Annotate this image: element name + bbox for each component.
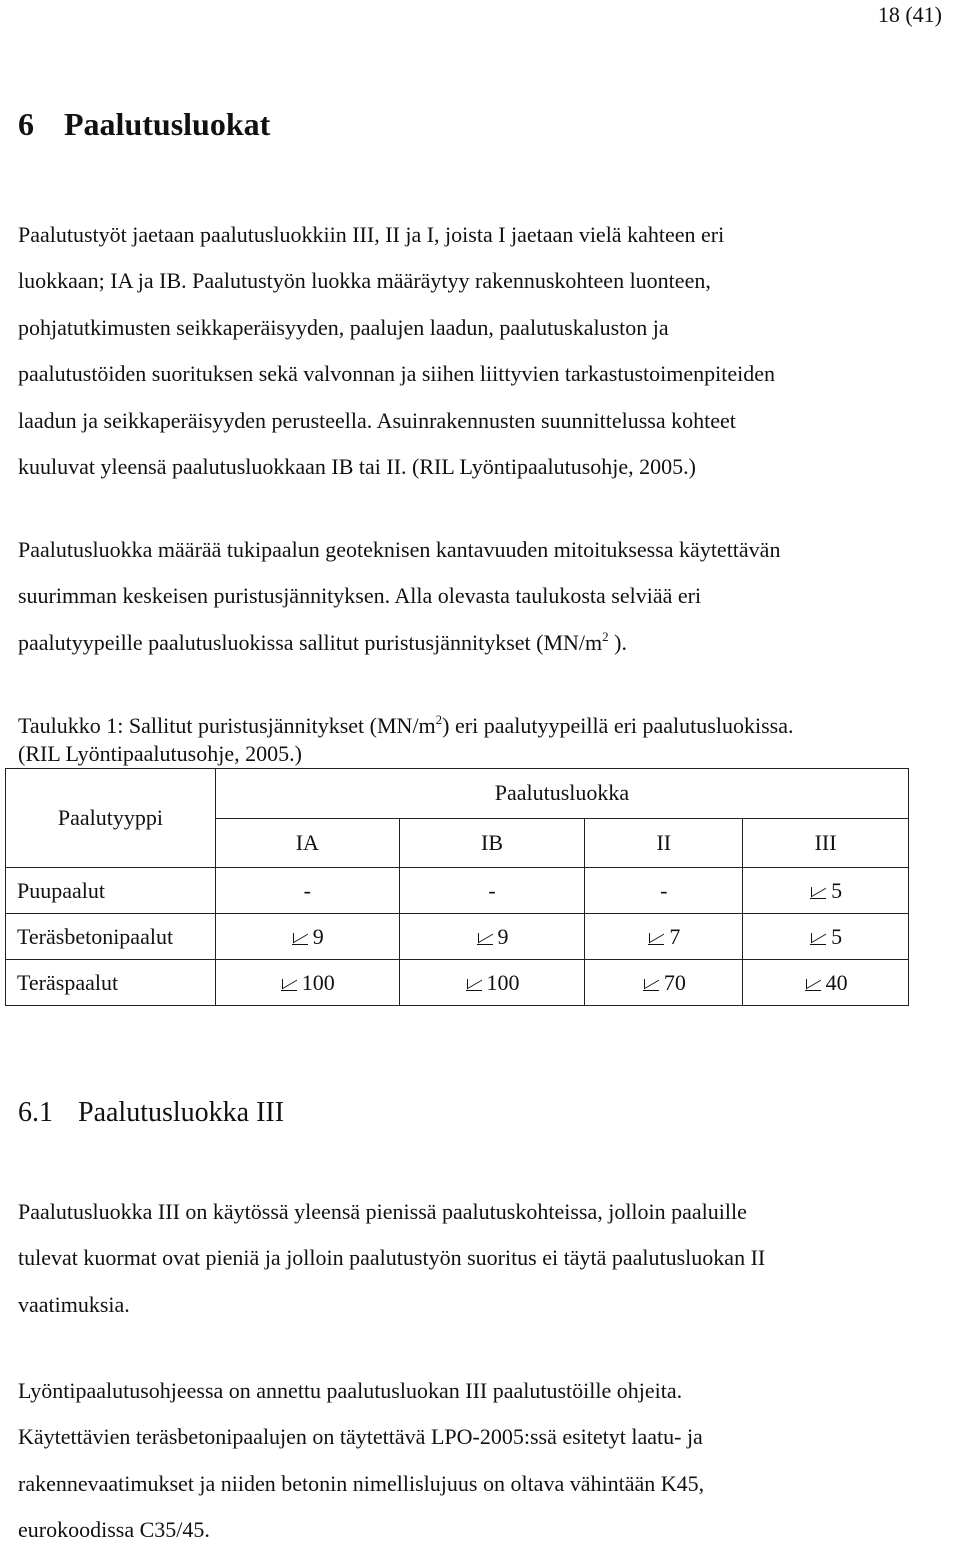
pile-type-cell: Teräsbetonipaalut — [6, 914, 216, 960]
class-iii-paragraph — [18, 1189, 948, 1328]
less-or-equal-icon — [476, 926, 494, 946]
subsection-number: 6.1 — [18, 1097, 53, 1128]
paragraph-line: Paalutusluokka III on käytössä yleensä pienissä paalutuskohteissa, jolloin paaluille — [18, 1199, 747, 1224]
less-or-equal-icon — [809, 880, 827, 900]
table-row — [6, 914, 909, 960]
stress-value-cell — [585, 868, 743, 914]
page-number: 18 (41) — [877, 2, 942, 27]
stress-value: - — [660, 877, 668, 903]
stress-value-cell — [743, 914, 909, 960]
superscript: 2 — [435, 712, 443, 727]
stress-value-cell — [399, 868, 585, 914]
stress-value-cell — [399, 914, 585, 960]
section-title: Paalutusluokat — [64, 106, 271, 142]
stress-value: 100 — [301, 969, 335, 995]
paragraph-line: Käytettävien teräsbetonipaalujen on täytettävä LPO-2005:ssä esitetyt laatu- ja — [18, 1424, 703, 1450]
group-header-cell: Paalutusluokka — [215, 769, 908, 819]
column-header-ib: IB — [399, 818, 585, 868]
stress-value-cell — [215, 960, 399, 1006]
subsection-heading — [18, 1097, 284, 1129]
less-or-equal-icon — [280, 972, 298, 992]
stress-value-cell — [215, 868, 399, 914]
paragraph-line: eurokoodissa C35/45. — [18, 1517, 210, 1543]
caption-text: Taulukko 1: Sallitut puristusjännitykset (MN/m — [18, 713, 436, 738]
stress-value: 9 — [312, 923, 324, 949]
stress-value: 5 — [831, 923, 843, 949]
caption-line — [18, 712, 793, 740]
stress-value-cell — [215, 914, 399, 960]
stress-value: 100 — [486, 969, 520, 995]
stress-value-cell — [399, 960, 585, 1006]
paragraph-line: paalutustöiden suorituksen sekä valvonnan ja siihen liittyvien tarkastustoimenpiteiden — [18, 361, 776, 387]
caption-text: ) eri paalutyypeillä eri paalutusluokissa. — [442, 713, 794, 738]
section-number: 6 — [18, 106, 34, 142]
stress-value: 40 — [825, 969, 848, 995]
paragraph-line: Paalutustyöt jaetaan paalutusluokkiin III, II ja I, joista I jaetaan vielä kahteen eri — [18, 222, 725, 247]
paragraph-line: pohjatutkimusten seikkaperäisyyden, paalujen laadun, paalutuskaluston ja — [18, 314, 669, 340]
class-paragraph — [18, 527, 948, 666]
paragraph-line: laadun ja seikkaperäisyyden perusteella. Asuinrakennusten suunnittelussa kohteet — [18, 407, 736, 433]
paragraph-line: luokkaan; IA ja IB. Paalutustyön luokka määräytyy rakennuskohteen luonteen, — [18, 268, 711, 294]
table-row — [6, 960, 909, 1006]
less-or-equal-icon — [804, 972, 822, 992]
guideline-paragraph — [18, 1368, 948, 1554]
paragraph-line: suurimman keskeisen puristusjännityksen. Alla olevasta taulukosta selviää eri — [18, 583, 702, 609]
stress-table — [5, 768, 909, 1006]
superscript: 2 — [602, 628, 609, 644]
stress-value: 5 — [831, 877, 843, 903]
paragraph-line: rakennevaatimukset ja niiden betonin nimellislujuus on oltava vähintään K45, — [18, 1470, 705, 1496]
pile-type-cell: Puupaalut — [6, 868, 216, 914]
stress-value-cell — [743, 960, 909, 1006]
stress-value: - — [488, 877, 496, 903]
column-header-ii: II — [585, 818, 743, 868]
paragraph-line: kuuluvat yleensä paalutusluokkaan IB tai II. (RIL Lyöntipaalutusohje, 2005.) — [18, 454, 696, 480]
pile-type-cell: Teräspaalut — [6, 960, 216, 1006]
stress-value-cell — [585, 914, 743, 960]
paragraph-line: tulevat kuormat ovat pieniä ja jolloin paalutustyön suoritus ei täytä paalutusluokan II — [18, 1245, 766, 1271]
line-text: paalutyypeille paalutusluokissa sallitut puristusjännitykset (MN/m — [18, 629, 603, 655]
intro-paragraph — [18, 212, 948, 490]
subsection-title: Paalutusluokka III — [78, 1097, 285, 1128]
less-or-equal-icon — [809, 926, 827, 946]
less-or-equal-icon — [465, 972, 483, 992]
column-header-ia: IA — [215, 818, 399, 868]
row-header-cell: Paalutyyppi — [6, 769, 216, 868]
table-row — [6, 868, 909, 914]
caption-line: (RIL Lyöntipaalutusohje, 2005.) — [18, 741, 302, 766]
stress-value: 7 — [669, 923, 681, 949]
line-text: ). — [608, 629, 627, 655]
stress-value: 70 — [663, 969, 686, 995]
stress-value-cell — [743, 868, 909, 914]
column-header-iii: III — [743, 818, 909, 868]
paragraph-line: vaatimuksia. — [18, 1291, 130, 1317]
less-or-equal-icon — [291, 926, 309, 946]
less-or-equal-icon — [647, 926, 665, 946]
stress-value-cell — [585, 960, 743, 1006]
less-or-equal-icon — [642, 972, 660, 992]
stress-value: 9 — [497, 923, 509, 949]
section-heading — [18, 106, 270, 143]
table-caption — [18, 712, 793, 768]
paragraph-line: Lyöntipaalutusohjeessa on annettu paalutusluokan III paalutustöille ohjeita. — [18, 1378, 683, 1403]
paragraph-line: Paalutusluokka määrää tukipaalun geoteknisen kantavuuden mitoituksessa käytettävän — [18, 537, 781, 562]
table-body — [6, 868, 909, 1006]
stress-value: - — [303, 877, 311, 903]
paragraph-line — [18, 620, 948, 666]
